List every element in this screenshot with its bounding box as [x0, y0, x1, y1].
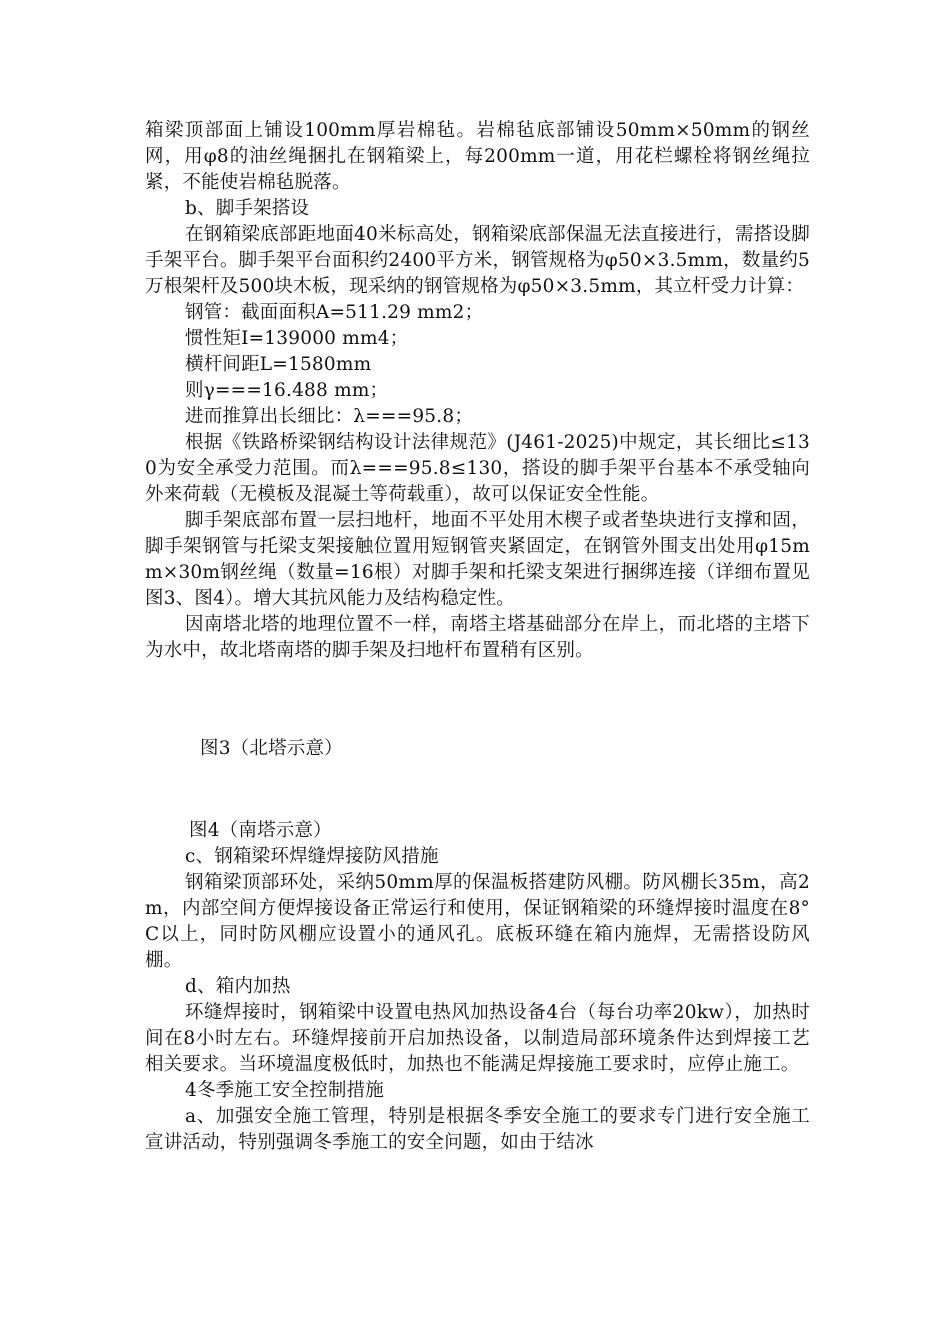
paragraph-safety-management: a、加强安全施工管理，特别是根据冬季安全施工的要求专门进行安全施工宣讲活动，特别强调冬季施工的安全问题，如由于结冰	[145, 1106, 810, 1153]
figure-3-space	[145, 664, 810, 736]
calc-line-spacing: 横杆间距L=1580mm	[185, 354, 372, 375]
figure-3-caption: 图3（北塔示意）	[200, 738, 343, 759]
paragraph-insulation: 箱梁顶部面上铺设100mm厚岩棉毡。岩棉毡底部铺设50mm×50mm的钢丝网，用φ8的油丝绳捆扎在钢箱梁上，每200mm一道，用花栏螺栓将钢丝绳拉紧，不能使岩棉毡脱落。	[145, 120, 810, 193]
calc-line-area: 钢管：截面面积A=511.29 mm2；	[185, 302, 484, 323]
paragraph-towers: 因南塔北塔的地理位置不一样，南塔主塔基础部分在岸上，而北塔的主塔下为水中，故北塔南塔的脚手架及扫地杆布置稍有区别。	[145, 614, 810, 661]
figure-4-caption: 图4（南塔示意）	[189, 820, 332, 841]
paragraph-sweeping-rod: 脚手架底部布置一层扫地杆，地面不平处用木楔子或者垫块进行支撑和固，脚手架钢管与托梁支架接触位置用短钢管夹紧固定，在钢管外围支出处用φ15mm×30m钢丝绳（数量=16根）对脚手架和托梁支架进行捆绑连接（详细布置见图3、图4）。增大其抗风能力及结构稳定性。	[145, 510, 810, 609]
paragraph-windbreak: 钢箱梁顶部环处，采纳50mm厚的保温板搭建防风棚。防风棚长35m，高2m，内部空间方便焊接设备正常运行和使用，保证钢箱梁的环缝焊接时温度在8°C以上，同时防风棚应设置小的通风孔。底板环缝在箱内施焊，无需搭设防风棚。	[145, 872, 810, 971]
heading-winter-safety: 4冬季施工安全控制措施	[185, 1080, 384, 1101]
figure-4-space	[145, 762, 810, 818]
calc-line-lambda: 进而推算出长细比：λ===95.8；	[185, 406, 474, 427]
calc-line-gamma: 则γ===16.488 mm；	[185, 380, 389, 401]
heading-heating: d、箱内加热	[185, 976, 291, 997]
document-body	[145, 118, 810, 1156]
paragraph-scaffold-intro: 在钢箱梁底部距地面40米标高处，钢箱梁底部保温无法直接进行，需搭设脚手架平台。脚手架平台面积约2400平方米，钢管规格为φ50×3.5mm，数量约5万根架杆及500块木板，现采纳的钢管规格为φ50×3.5mm，其立杆受力计算：	[145, 224, 810, 297]
calc-line-inertia: 惯性矩I=139000 mm4；	[185, 328, 409, 349]
paragraph-code-check: 根据《铁路桥梁钢结构设计法律规范》(J461-2025)中规定，其长细比≤130为安全承受力范围。而λ===95.8≤130，搭设的脚手架平台基本不承受轴向外来荷载（无模板及混凝土等荷载重），故可以保证安全性能。	[145, 432, 810, 505]
heading-windbreak: c、钢箱梁环焊缝焊接防风措施	[185, 846, 439, 867]
paragraph-heating: 环缝焊接时，钢箱梁中设置电热风加热设备4台（每台功率20kw），加热时间在8小时左右。环缝焊接前开启加热设备，以制造局部环境条件达到焊接工艺相关要求。当环境温度极低时，加热也不能满足焊接施工要求时，应停止施工。	[145, 1002, 810, 1075]
heading-scaffold: b、脚手架搭设	[185, 198, 310, 219]
